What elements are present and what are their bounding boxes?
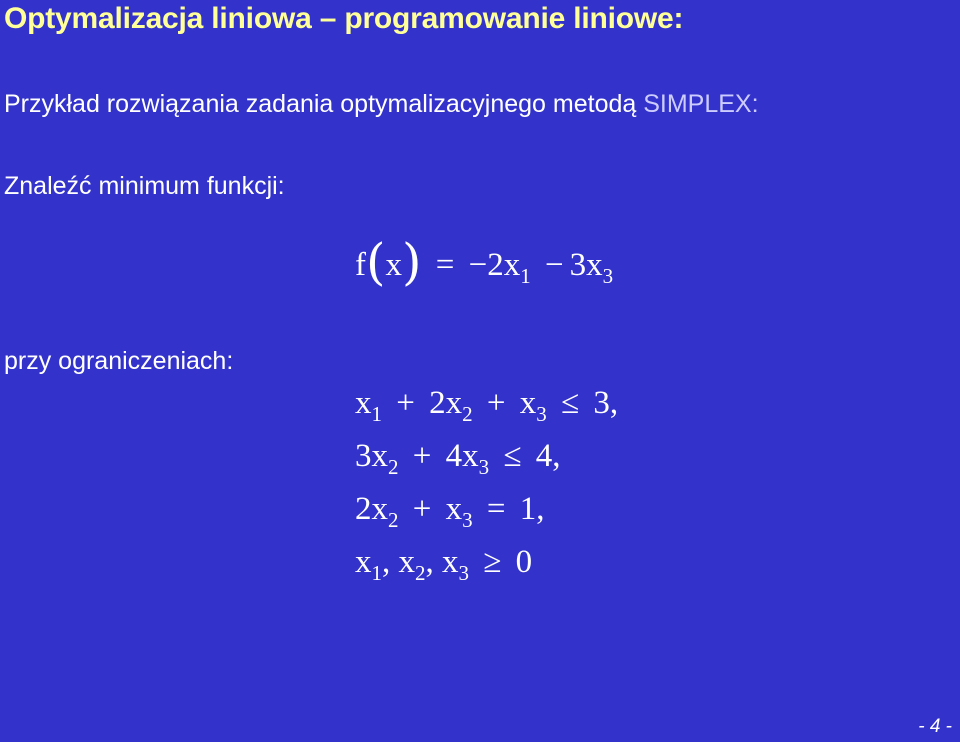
rhs: 1, [519, 491, 545, 527]
term-sub: 3 [458, 561, 469, 585]
rhs: 0 [515, 544, 533, 580]
term: x [355, 544, 372, 580]
term: 2x [355, 491, 388, 527]
constraint-2 [355, 438, 561, 480]
intro-line [4, 90, 759, 119]
relation-sign: ≤ [561, 385, 580, 421]
plus-sign: + [396, 385, 415, 421]
method-name: SIMPLEX: [643, 90, 759, 118]
term-coef: 2x [487, 247, 521, 283]
term-sub: 1 [371, 402, 382, 426]
term: x [519, 385, 537, 421]
term-sub: 1 [520, 264, 531, 288]
term-coef: 3x [569, 247, 603, 283]
plus-sign: + [412, 438, 432, 474]
term: x [442, 544, 459, 580]
term: x [398, 544, 415, 580]
comma: , [382, 544, 391, 580]
term-sub: 2 [462, 402, 473, 426]
objective-function [355, 233, 613, 291]
plus-sign: + [412, 491, 432, 527]
term-sub: 2 [388, 455, 399, 479]
task-line: Znaleźć minimum funkcji: [4, 172, 285, 200]
func-f: f [355, 247, 366, 283]
term-sub: 2 [415, 561, 426, 585]
constraint-nonnegativity [355, 544, 532, 586]
rhs: 4, [535, 438, 561, 474]
constraint-3 [355, 491, 545, 533]
minus-sign: − [468, 247, 488, 283]
plus-sign: + [486, 385, 506, 421]
right-paren: ) [402, 233, 422, 291]
term-sub: 3 [462, 508, 473, 532]
term-sub: 3 [478, 455, 490, 479]
term-sub: 1 [371, 561, 382, 585]
rhs: 3, [593, 385, 619, 421]
term: x [445, 491, 463, 527]
intro-text: Przykład rozwiązania zadania optymalizacyjnego metodą [4, 90, 644, 118]
func-arg: x [385, 247, 403, 283]
relation-sign: = [486, 491, 506, 527]
left-paren: ( [366, 233, 386, 291]
constraint-1 [355, 385, 618, 427]
term: 3x [355, 438, 388, 474]
equals-sign: = [435, 247, 455, 283]
slide-title: Optymalizacja liniowa – programowanie liniowe: [4, 2, 684, 35]
relation-sign: ≥ [483, 544, 502, 580]
term-sub: 3 [602, 264, 614, 288]
term: 2x [429, 385, 463, 421]
term-sub: 2 [388, 508, 399, 532]
relation-sign: ≤ [503, 438, 522, 474]
term: 4x [445, 438, 479, 474]
term-sub: 3 [536, 402, 547, 426]
constraints-label: przy ograniczeniach: [4, 347, 234, 375]
term: x [355, 385, 372, 421]
page-number: - 4 - [918, 716, 952, 737]
comma: , [425, 544, 434, 580]
minus-sign: − [545, 247, 564, 283]
